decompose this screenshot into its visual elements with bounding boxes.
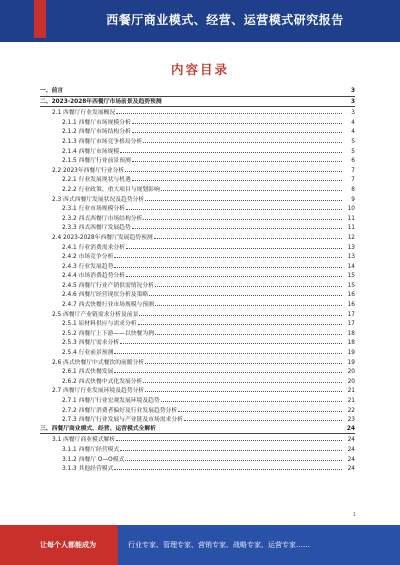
toc-entry-page: 7 <box>351 167 355 174</box>
toc-leader-dots <box>132 222 342 229</box>
toc-entry[interactable] <box>40 261 355 271</box>
toc-entry[interactable] <box>40 414 355 424</box>
toc-leader-dots <box>138 318 342 325</box>
toc-entry[interactable] <box>40 251 355 261</box>
toc-heading: 内容目录 <box>170 62 229 77</box>
toc-entry-label: 3.1.2 西餐厅 O—O模式 <box>62 456 125 463</box>
toc-entry-label: 三、西餐厅商业模式、经营、运营模式全解析 <box>40 425 156 432</box>
toc-entry[interactable] <box>40 318 355 328</box>
toc-entry-label: 2.3.1 行业市场规模分析 <box>62 206 125 213</box>
toc-entry-label: 2.7.1 西餐厅行业宏观发展环境及趋势 <box>62 398 160 404</box>
toc-entry-page: 17 <box>347 311 355 318</box>
toc-entry-label: 2.4 2023-2028年西餐厅发展趋势预测 <box>52 234 153 241</box>
toc-entry-label: 2.5.1 原材料供应与需求分析 <box>62 321 137 328</box>
toc-leader-dots <box>64 86 342 92</box>
toc-entry[interactable] <box>40 155 355 165</box>
toc-entry-label: 2.7 西餐厅行业发展环境及趋势分析 <box>52 388 145 395</box>
toc-leader-dots <box>125 165 342 172</box>
page-number: 1 <box>352 512 356 518</box>
toc-entry-label: 2.4.7 西式快餐行业市场规模与预测 <box>62 302 154 309</box>
toc-entry-label: 2.5.3 西餐厅需求分析 <box>62 340 120 347</box>
toc-entry-page: 11 <box>347 225 355 232</box>
toc-entry-page: 5 <box>351 148 355 155</box>
toc-entry[interactable] <box>40 366 355 376</box>
toc-entry[interactable] <box>40 194 355 204</box>
toc-entry-label: 2.5 西餐厅产业链需求分析及前景 <box>52 311 139 318</box>
toc-entry-page: 4 <box>351 129 355 136</box>
toc-leader-dots <box>139 309 342 316</box>
toc-entry-label: 3.1.3 其他经营模式 <box>62 466 114 473</box>
toc-leader-dots <box>143 376 342 383</box>
toc-entry-page: 7 <box>351 177 355 184</box>
toc-entry[interactable] <box>40 184 355 194</box>
toc-entry-label: 2.2.2 行业政策、重大项目与规划影响 <box>62 186 160 193</box>
toc-leader-dots <box>126 270 342 277</box>
toc-entry-label: 2.4.4 市场消费趋势分析 <box>62 273 125 280</box>
toc-entry[interactable] <box>40 424 355 435</box>
toc-leader-dots <box>132 117 342 124</box>
toc-leader-dots <box>132 126 342 133</box>
toc-leader-dots <box>143 213 342 220</box>
toc-entry[interactable] <box>40 463 355 473</box>
toc-leader-dots <box>120 444 342 451</box>
toc-entry[interactable] <box>40 405 355 415</box>
toc-entry-label: 2.4.3 行业发展趋势 <box>62 263 114 270</box>
toc-leader-dots <box>114 261 342 268</box>
toc-entry-label: 一、前言 <box>40 88 64 94</box>
toc-entry-label: 2.6.2 西式快餐中式化发展分析 <box>62 378 143 385</box>
toc-entry[interactable] <box>40 309 355 319</box>
toc-entry[interactable] <box>40 242 355 252</box>
toc-entry-page: 16 <box>347 302 355 309</box>
toc-entry-page: 24 <box>346 425 355 432</box>
toc-entry-label: 2.6.1 西式快餐发展 <box>62 369 114 376</box>
toc-entry-label: 2.4.2 市场竞争分析 <box>62 254 114 261</box>
toc-entry-page: 21 <box>347 388 355 395</box>
toc-entry-label: 2.4.6 西餐厅经营现状分析及策略 <box>62 292 149 299</box>
toc-leader-dots <box>155 328 342 335</box>
toc-entry[interactable] <box>40 136 355 146</box>
toc-entry[interactable] <box>40 385 355 395</box>
toc-entry[interactable] <box>40 146 355 156</box>
toc-entry-page: 6 <box>351 158 355 165</box>
footer-slogan-left: 让每个人都能成为 <box>40 541 96 549</box>
toc-entry-page: 4 <box>351 119 355 126</box>
toc-entry-page: 5 <box>351 138 355 145</box>
toc-leader-dots <box>157 424 342 430</box>
toc-entry-page: 3 <box>350 98 355 105</box>
toc-entry[interactable] <box>40 357 355 367</box>
toc-entry-page: 18 <box>347 340 355 347</box>
toc-leader-dots <box>126 242 342 249</box>
toc-entry[interactable] <box>40 97 355 108</box>
toc-leader-dots <box>161 184 342 191</box>
toc-entry-page: 12 <box>347 234 355 241</box>
toc-entry[interactable] <box>40 289 355 299</box>
toc-leader-dots <box>145 194 342 201</box>
toc-entry-label: 3.1.1 西餐厅经营模式 <box>62 446 120 453</box>
toc-leader-dots <box>132 174 342 181</box>
toc-entry-page: 16 <box>347 292 355 299</box>
toc-entry[interactable] <box>40 376 355 386</box>
toc-entry-page: 20 <box>347 378 355 385</box>
toc-entry[interactable] <box>40 203 355 213</box>
toc-entry-page: 10 <box>347 206 355 213</box>
toc-leader-dots <box>120 146 342 153</box>
toc-entry[interactable] <box>40 444 355 454</box>
toc-leader-dots <box>125 454 342 461</box>
toc-entry-label: 2.4.5 西餐厅行业产销供需情况分析 <box>62 282 154 289</box>
toc-entry-label: 2.5.2 西餐厅上下游——以快餐为例 <box>62 330 154 337</box>
toc-leader-dots <box>155 299 342 306</box>
toc-entry[interactable] <box>40 454 355 464</box>
footer-banner <box>0 525 400 565</box>
toc-entry-page: 24 <box>347 466 355 473</box>
toc-entry-page: 23 <box>347 417 355 424</box>
toc-entry[interactable] <box>40 280 355 290</box>
toc-entry-page: 11 <box>347 215 355 222</box>
toc-leader-dots <box>114 366 342 373</box>
toc-entry-page: 19 <box>347 350 355 357</box>
report-title: 西餐厅商业模式、经营、运营模式研究报告 <box>106 13 344 27</box>
toc-leader-dots <box>114 251 342 258</box>
toc-leader-dots <box>161 395 342 402</box>
toc-leader-dots <box>120 337 342 344</box>
toc-entry-label: 2.2 2023年西餐厅行业分析 <box>52 167 125 174</box>
toc-entry-label: 2.1.5 西餐厅行业前景预测 <box>62 158 131 165</box>
toc-entry[interactable] <box>40 213 355 223</box>
toc-entry[interactable] <box>40 299 355 309</box>
toc-entry-label: 2.1 西餐厅行业发展概况 <box>52 110 116 117</box>
header-accent-bar <box>34 0 46 38</box>
toc-entry-label: 2.5.4 行业前景预测 <box>62 350 114 357</box>
toc-entry[interactable] <box>40 395 355 405</box>
toc-leader-dots <box>132 155 342 162</box>
toc-entry-page: 15 <box>347 273 355 280</box>
toc-entry-label: 2.1.1 西餐厅市场规模分析 <box>62 119 131 126</box>
toc-entry-label: 3.1 西餐厅商业模式解析 <box>52 437 116 444</box>
toc-entry-label: 2.3 西式西餐厅发展状况及趋势分析 <box>52 196 145 203</box>
toc-entry-label: 2.7.3 西餐厅行业发展与产业链及市场需求分析 <box>62 417 183 424</box>
toc-entry-page: 15 <box>347 282 355 289</box>
toc-entry[interactable] <box>40 222 355 232</box>
toc-entry-page: 3 <box>351 110 355 117</box>
toc-leader-dots <box>184 414 342 421</box>
toc-entry-label: 2.1.4 西餐厅市场规模 <box>62 148 120 155</box>
toc-entry-page: 24 <box>347 446 355 453</box>
toc-leader-dots <box>149 289 342 296</box>
toc-entry-label: 二、2023-2028年西餐厅市场前景及趋势预测 <box>40 98 162 105</box>
toc-entry-label: 2.3.3 西式西餐厅发展趋势 <box>62 225 131 232</box>
toc-entry-page: 14 <box>347 263 355 270</box>
toc-leader-dots <box>116 107 342 114</box>
toc-entry[interactable] <box>40 86 355 97</box>
toc-leader-dots <box>143 136 342 143</box>
toc-entry[interactable] <box>40 337 355 347</box>
toc-entry-label: 2.7.2 西餐厅消费者偏好及行业发展趋势分析 <box>62 407 178 414</box>
toc-entry-label: 2.4.1 行业消费需求分析 <box>62 244 125 251</box>
toc-entry-label: 2.6 西式快餐厅中式餐饮的前瞻分析 <box>52 359 145 366</box>
toc-leader-dots <box>155 280 342 287</box>
toc-leader-dots <box>163 97 342 103</box>
toc-entry-page: 24 <box>347 456 355 463</box>
toc-entry-page: 8 <box>351 186 355 193</box>
toc-entry[interactable] <box>40 232 355 242</box>
toc-leader-dots <box>145 385 342 392</box>
report-header <box>0 0 400 42</box>
toc-entry[interactable] <box>40 270 355 280</box>
toc-leader-dots <box>154 232 342 239</box>
toc-leader-dots <box>116 434 342 441</box>
toc-entry[interactable] <box>40 126 355 136</box>
toc-entry-page: 9 <box>351 196 355 203</box>
toc-entry-label: 2.1.2 西餐厅市场结构分析 <box>62 129 131 136</box>
toc-entry-page: 24 <box>347 437 355 444</box>
toc-entry-label: 2.1.3 西餐厅市场竞争格局分析 <box>62 138 143 145</box>
toc-entry[interactable] <box>40 165 355 175</box>
toc-entry-page: 13 <box>347 244 355 251</box>
toc-entry[interactable] <box>40 328 355 338</box>
footer-slogan-right: 行业专家、管理专家、营销专家、战略专家、运营专家…… <box>128 541 310 549</box>
toc-entry-label: 2.3.2 西式西餐厅市场结构分析 <box>62 215 143 222</box>
toc-entry-page: 18 <box>347 330 355 337</box>
toc-entry-page: 3 <box>350 88 355 94</box>
table-of-contents <box>40 86 355 473</box>
toc-entry[interactable] <box>40 117 355 127</box>
toc-entry[interactable] <box>40 434 355 444</box>
toc-leader-dots <box>178 405 342 412</box>
toc-entry-label: 2.2.1 行业发展现状与机遇 <box>62 177 131 184</box>
toc-entry[interactable] <box>40 174 355 184</box>
toc-entry-page: 22 <box>347 407 355 414</box>
toc-entry-page: 20 <box>347 369 355 376</box>
toc-entry[interactable] <box>40 347 355 357</box>
toc-leader-dots <box>145 357 342 364</box>
toc-entry[interactable] <box>40 107 355 117</box>
toc-entry-page: 21 <box>347 398 355 404</box>
toc-leader-dots <box>126 203 342 210</box>
toc-entry-page: 13 <box>347 254 355 261</box>
toc-leader-dots <box>114 347 342 354</box>
toc-entry-page: 19 <box>347 359 355 366</box>
toc-leader-dots <box>114 463 342 470</box>
toc-entry-page: 17 <box>347 321 355 328</box>
